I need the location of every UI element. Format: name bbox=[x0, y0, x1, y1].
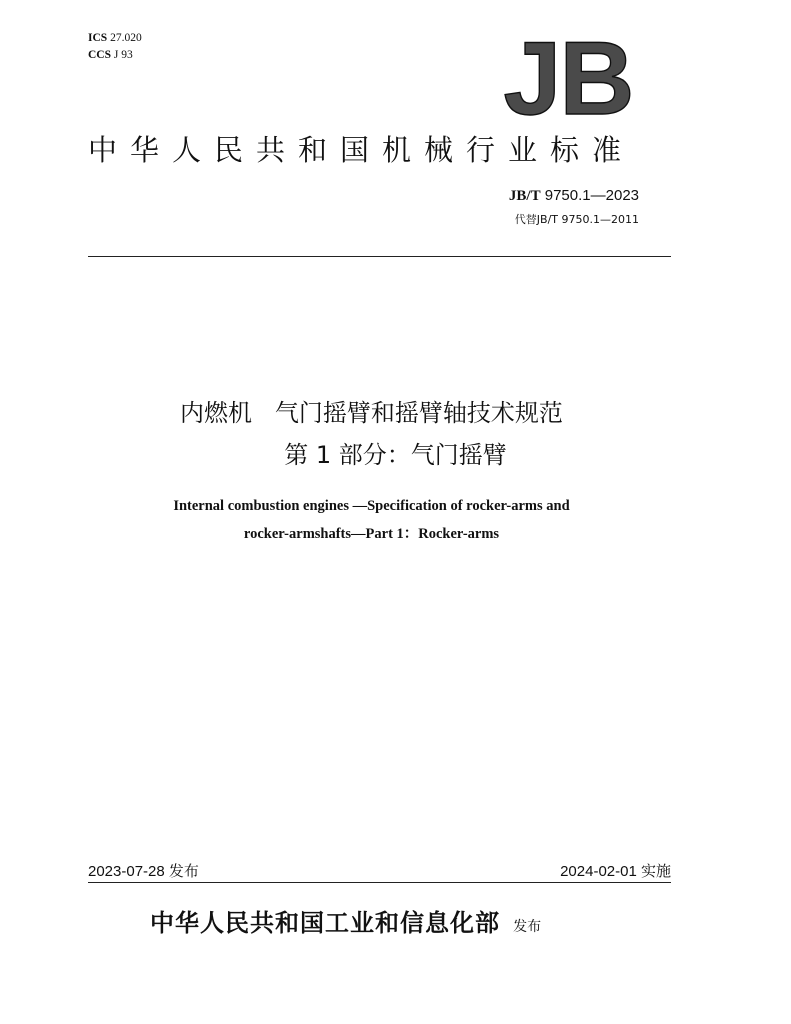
top-divider bbox=[88, 256, 671, 257]
chinese-title-line1: 内燃机 气门摇臂和摇臂轴技术规范 bbox=[180, 399, 563, 427]
classification-codes bbox=[88, 30, 142, 64]
publisher-action: 发布 bbox=[513, 919, 542, 935]
english-title-line1: Internal combustion engines —Specification of rocker-arms and bbox=[173, 498, 570, 514]
jb-logo bbox=[498, 36, 638, 118]
chinese-title-line2: 第 1 部分：气门摇臂 bbox=[284, 441, 507, 469]
ccs-code: CCS J 93 bbox=[88, 49, 133, 61]
bottom-divider bbox=[88, 882, 671, 883]
implementation-date: 2024-02-01 实施 bbox=[560, 863, 671, 880]
logo-text: JB bbox=[503, 36, 633, 118]
ics-code: ICS 27.020 bbox=[88, 32, 142, 44]
english-title-line2: rocker-armshafts—Part 1：Rocker-arms bbox=[243, 526, 500, 542]
standard-number: JB/T 9750.1—2023 bbox=[508, 187, 639, 204]
replaces-standard: 代替JB/T 9750.1—2011 bbox=[514, 213, 639, 226]
publisher bbox=[150, 903, 541, 938]
publisher-org: 中华人民共和国工业和信息化部 bbox=[150, 909, 500, 937]
issue-date: 2023-07-28 发布 bbox=[88, 863, 199, 880]
standard-category-title: 中华人民共和国机械行业标准 bbox=[88, 133, 635, 167]
